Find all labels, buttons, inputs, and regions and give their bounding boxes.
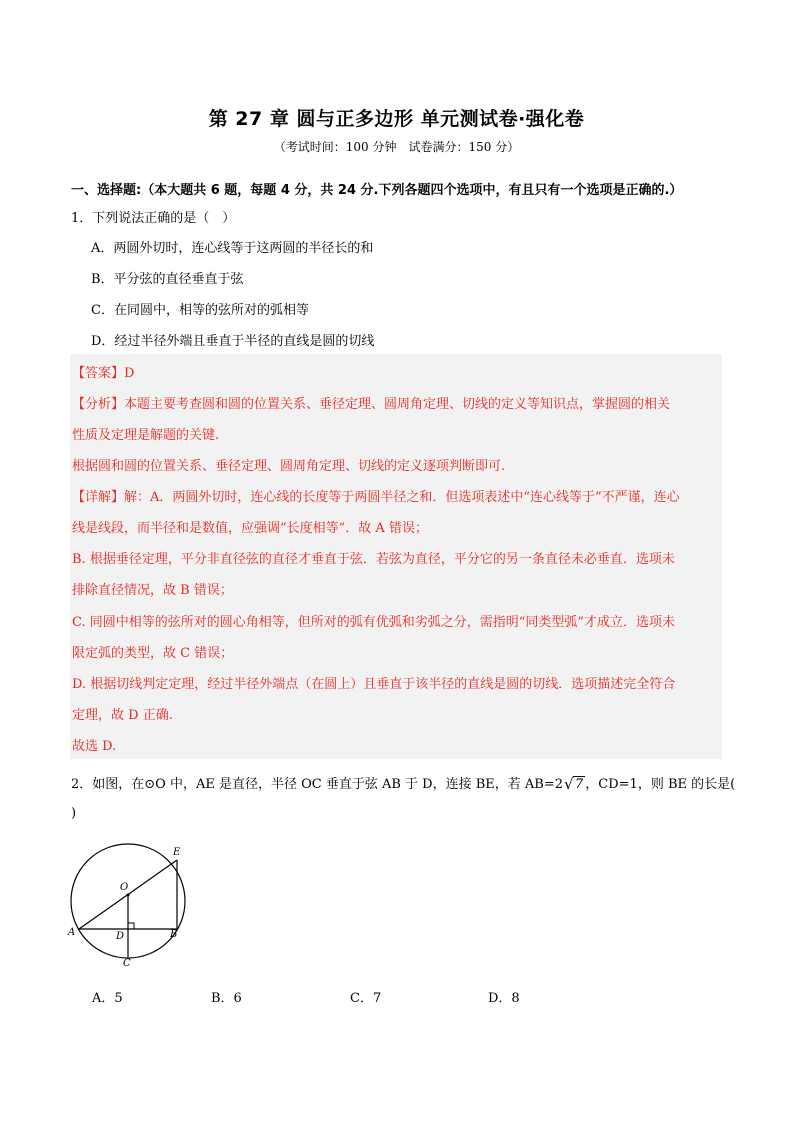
label-e: E [173, 847, 181, 858]
label-o: O [120, 882, 129, 893]
question-2-option-d: D．8 [488, 991, 520, 1006]
sqrt-value: 7 [575, 777, 584, 792]
solution-line: 根据圆和圆的位置关系、垂径定理、圆周角定理、切线的定义逐项判断即可. [72, 459, 506, 474]
question-1-option-c: C．在同圆中，相等的弦所对的弧相等 [91, 303, 309, 318]
page-title: 第 27 章 圆与正多边形 单元测试卷·强化卷 [208, 108, 585, 130]
solution-line: 定理，故 D 正确. [72, 708, 173, 723]
question-2-stem-after: ，CD=1，则 BE 的长是( [585, 777, 736, 792]
question-2-option-a: A．5 [92, 991, 123, 1006]
solution-line: C. 同圆中相等的弦所对的圆心角相等，但所对的弧有优弧和劣弧之分，需指明“同类型弧”才成立．选项未 [72, 615, 676, 630]
question-2-option-c: C．7 [350, 991, 382, 1006]
solution-line: 【详解】解：A．两圆外切时，连心线的长度等于两圆半径之和．但选项表述中“连心线等于”不严谨，连心 [72, 490, 680, 505]
circle-geometry-figure [66, 843, 196, 973]
solution-line: 排除直径情况，故 B 错误； [72, 583, 233, 598]
solution-line: 故选 D. [72, 739, 117, 754]
solution-line: 线是线段，而半径和是数值，应强调“长度相等”．故 A 错误； [72, 521, 428, 536]
question-2-stem [71, 773, 735, 792]
solution-line: 【答案】D [72, 366, 135, 381]
solution-line: B. 根据垂径定理，平分非直径弦的直径才垂直于弦．若弦为直径，平分它的另一条直径未必垂直．选项未 [72, 552, 675, 567]
question-2-stem-line2: ) [71, 806, 77, 821]
question-1-stem: 1．下列说法正确的是（ ） [71, 211, 236, 226]
solution-line: 性质及定理是解题的关键. [72, 428, 220, 443]
question-1-option-b: B．平分弦的直径垂直于弦 [91, 272, 244, 287]
right-angle-mark [128, 923, 134, 929]
sqrt-expression [565, 777, 585, 792]
exam-info: （考试时间：100 分钟 试卷满分：150 分） [273, 140, 520, 154]
label-a: A [68, 927, 76, 938]
label-b: B [170, 929, 178, 940]
solution-line: 【分析】本题主要考查圆和圆的位置关系、垂径定理、圆周角定理、切线的定义等知识点，掌握圆的相关 [72, 397, 671, 412]
question-2-stem-before: 2．如图，在⊙O 中，AE 是直径，半径 OC 垂直于弦 AB 于 D，连接 BE，若 AB=2 [71, 777, 564, 792]
label-d: D [116, 931, 125, 942]
section-heading: 一、选择题:（本大题共 6 题，每题 4 分，共 24 分.下列各题四个选项中，有且只有一个选项是正确的.） [71, 183, 683, 198]
question-1-option-d: D．经过半径外端且垂直于半径的直线是圆的切线 [91, 334, 375, 349]
question-2-option-b: B．6 [211, 991, 242, 1006]
solution-line: D. 根据切线判定定理，经过半径外端点（在圆上）且垂直于该半径的直线是圆的切线．选项描述完全符合 [72, 677, 676, 692]
question-1-option-a: A．两圆外切时，连心线等于这两圆的半径长的和 [91, 241, 374, 256]
center-point [127, 894, 130, 897]
solution-line: 限定弧的类型，故 C 错误； [72, 646, 234, 661]
label-c: C [123, 958, 131, 969]
